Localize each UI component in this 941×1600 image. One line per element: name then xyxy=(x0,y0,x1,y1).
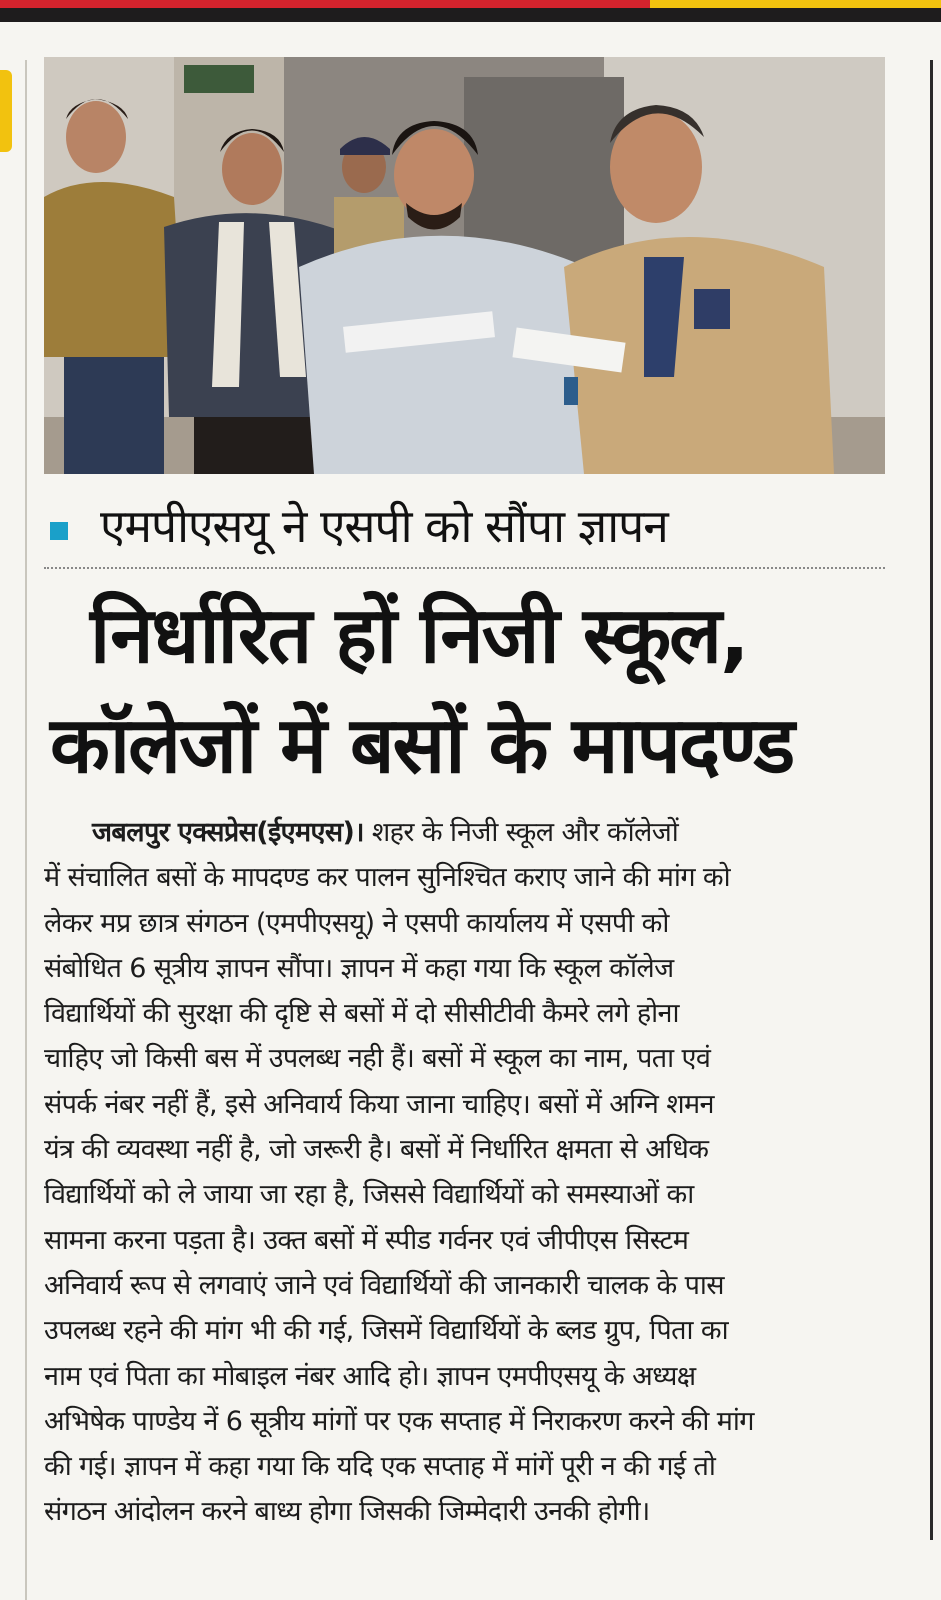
left-column-rule xyxy=(25,60,27,1600)
subheading-bullet xyxy=(50,522,68,540)
dateline: जबलपुर एक्सप्रेस(ईएमएस)। xyxy=(92,817,364,848)
body-line: चाहिए जो किसी बस में उपलब्ध नही हैं। बसों में स्कूल का नाम, पता एवं xyxy=(44,1043,711,1075)
body-line: सामना करना पड़ता है। उक्त बसों में स्पीड गर्वनर एवं जीपीएस सिस्टम xyxy=(44,1224,689,1256)
right-column-rule xyxy=(930,60,933,1540)
body-line xyxy=(44,810,885,855)
headline-line-2: कॉलेजों में बसों के मापदण्ड xyxy=(50,701,794,791)
body-line: में संचालित बसों के मापदण्ड कर पालन सुनिश्चित कराए जाने की मांग को xyxy=(44,862,731,894)
body-line: उपलब्ध रहने की मांग भी की गई, जिसमें विद्यार्थियों के ब्लड ग्रुप, पिता का xyxy=(44,1315,729,1347)
body-line: अभिषेक पाण्डेय नें 6 सूत्रीय मांगों पर एक सप्ताह में निराकरण करने की मांग xyxy=(44,1405,754,1437)
body-line: की गई। ज्ञापन में कहा गया कि यदि एक सप्ताह में मांगें पूरी न की गई तो xyxy=(44,1451,716,1483)
body-line: विद्यार्थियों को ले जाया जा रहा है, जिससे विद्यार्थियों को समस्याओं का xyxy=(44,1179,694,1211)
body-line: यंत्र की व्यवस्था नहीं है, जो जरूरी है। बसों में निर्धारित क्षमता से अधिक xyxy=(44,1134,709,1166)
body-line-text: शहर के निजी स्कूल और कॉलेजों xyxy=(363,817,679,848)
top-yellow-stripe xyxy=(650,0,941,8)
subheading-text: एमपीएसयू ने एसपी को सौंपा ज्ञापन xyxy=(100,499,668,553)
left-margin xyxy=(0,22,26,1600)
body-line: संबोधित 6 सूत्रीय ज्ञापन सौंपा। ज्ञापन में कहा गया कि स्कूल कॉलेज xyxy=(44,952,674,984)
body-line: नाम एवं पिता का मोबाइल नंबर आदि हो। ज्ञापन एमपीएसयू के अध्यक्ष xyxy=(44,1360,696,1392)
body-line: संगठन आंदोलन करने बाध्य होगा जिसकी जिम्मेदारी उनकी होगी। xyxy=(44,1496,650,1528)
body-line: अनिवार्य रूप से लगवाएं जाने एवं विद्यार्थियों की जानकारी चालक के पास xyxy=(44,1269,724,1301)
body-line: विद्यार्थियों की सुरक्षा की दृष्टि से बसों में दो सीसीटीवी कैमरे लगे होना xyxy=(44,998,679,1030)
article-body xyxy=(44,810,885,1535)
subheading xyxy=(44,492,885,562)
top-red-stripe xyxy=(0,0,650,8)
dotted-divider xyxy=(44,567,885,569)
body-line: लेकर मप्र छात्र संगठन (एमपीएसयू) ने एसपी कार्यालय में एसपी को xyxy=(44,907,669,939)
news-photo xyxy=(44,57,885,474)
left-yellow-marker xyxy=(0,70,12,152)
top-color-band xyxy=(0,0,941,22)
body-line: संपर्क नंबर नहीं हैं, इसे अनिवार्य किया जाना चाहिए। बसों में अग्नि शमन xyxy=(44,1088,714,1120)
headline-line-1: निर्धारित हों निजी स्कूल, xyxy=(90,591,748,681)
